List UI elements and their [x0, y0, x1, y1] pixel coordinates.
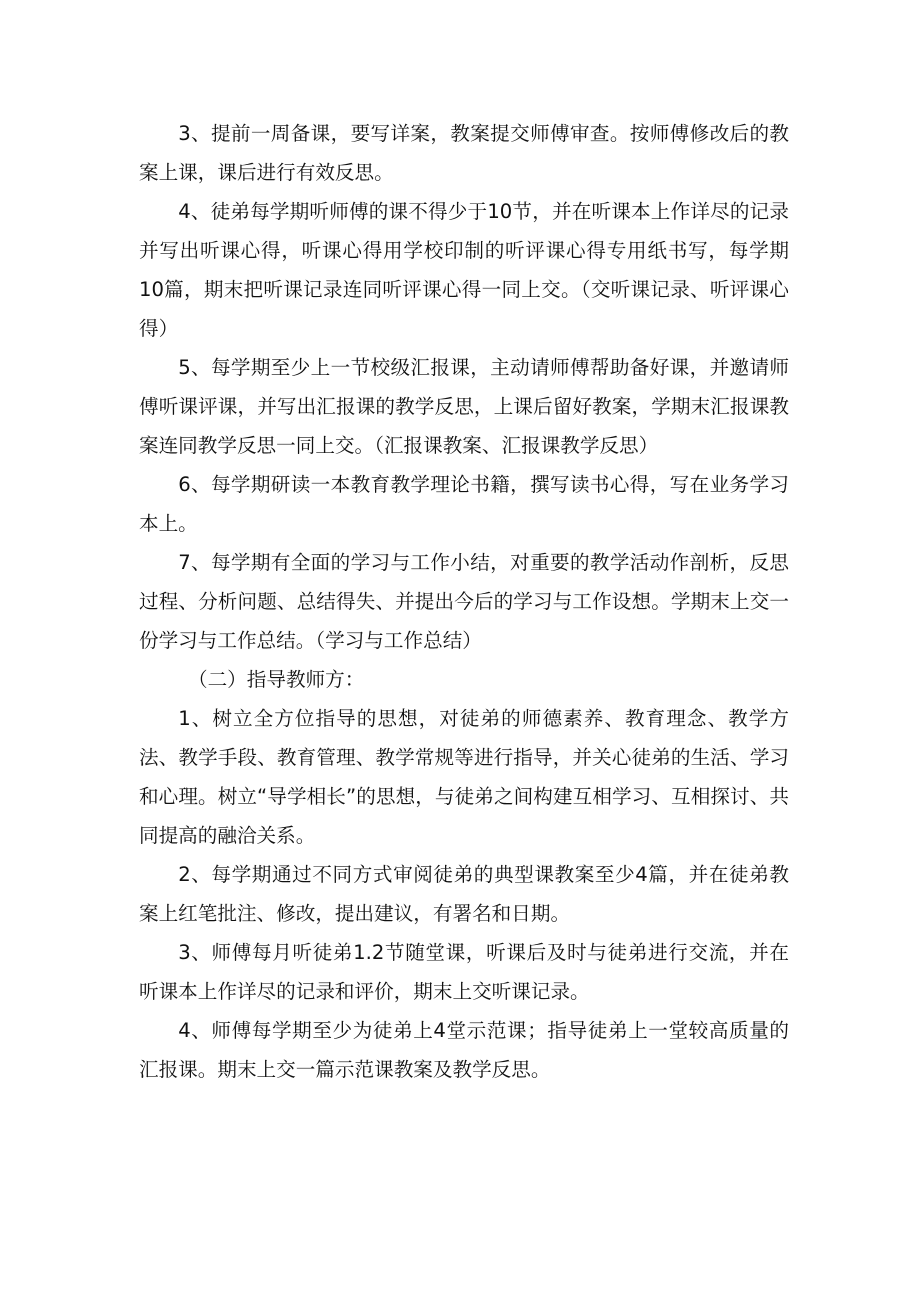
- mentor-item-3: 3、师傅每月听徒弟1.2节随堂课，听课后及时与徒弟进行交流，并在听课本上作详尽的记录和评价，期末上交听课记录。: [139, 941, 789, 1003]
- document-body: [139, 114, 789, 1089]
- paragraph-item-7: 7、每学期有全面的学习与工作小结，对重要的教学活动作剖析，反思过程、分析问题、总结得失、并提出今后的学习与工作设想。学期末上交一份学习与工作总结。（学习与工作总结）: [139, 551, 789, 652]
- mentor-item-1: 1、树立全方位指导的思想，对徒弟的师德素养、教育理念、教学方法、教学手段、教育管理、教学常规等进行指导，并关心徒弟的生活、学习和心理。树立“导学相长”的思想，与徒弟之间构建互相学习、互相探讨、共同提高的融洽关系。: [139, 707, 789, 847]
- mentor-item-4: 4、师傅每学期至少为徒弟上4堂示范课；指导徒弟上一堂较高质量的汇报课。期末上交一篇示范课教案及教学反思。: [139, 1019, 789, 1081]
- paragraph-item-3: 3、提前一周备课，要写详案，教案提交师傅审查。按师傅修改后的教案上课，课后进行有效反思。: [139, 122, 789, 184]
- mentor-item-2: 2、每学期通过不同方式审阅徒弟的典型课教案至少4篇，并在徒弟教案上红笔批注、修改，提出建议，有署名和日期。: [139, 863, 789, 925]
- paragraph-item-4: 4、徒弟每学期听师傅的课不得少于10节，并在听课本上作详尽的记录并写出听课心得，听课心得用学校印制的听评课心得专用纸书写，每学期10篇，期末把听课记录连同听评课心得一同上交。（交听课记录、听评课心得）: [139, 200, 789, 340]
- paragraph-item-6: 6、每学期研读一本教育教学理论书籍，撰写读书心得，写在业务学习本上。: [139, 473, 789, 535]
- paragraph-item-5: 5、每学期至少上一节校级汇报课，主动请师傅帮助备好课，并邀请师傅听课评课，并写出汇报课的教学反思，上课后留好教案，学期末汇报课教案连同教学反思一同上交。（汇报课教案、汇报课教学反思）: [139, 356, 789, 457]
- section-heading: （二）指导教师方：: [188, 668, 365, 691]
